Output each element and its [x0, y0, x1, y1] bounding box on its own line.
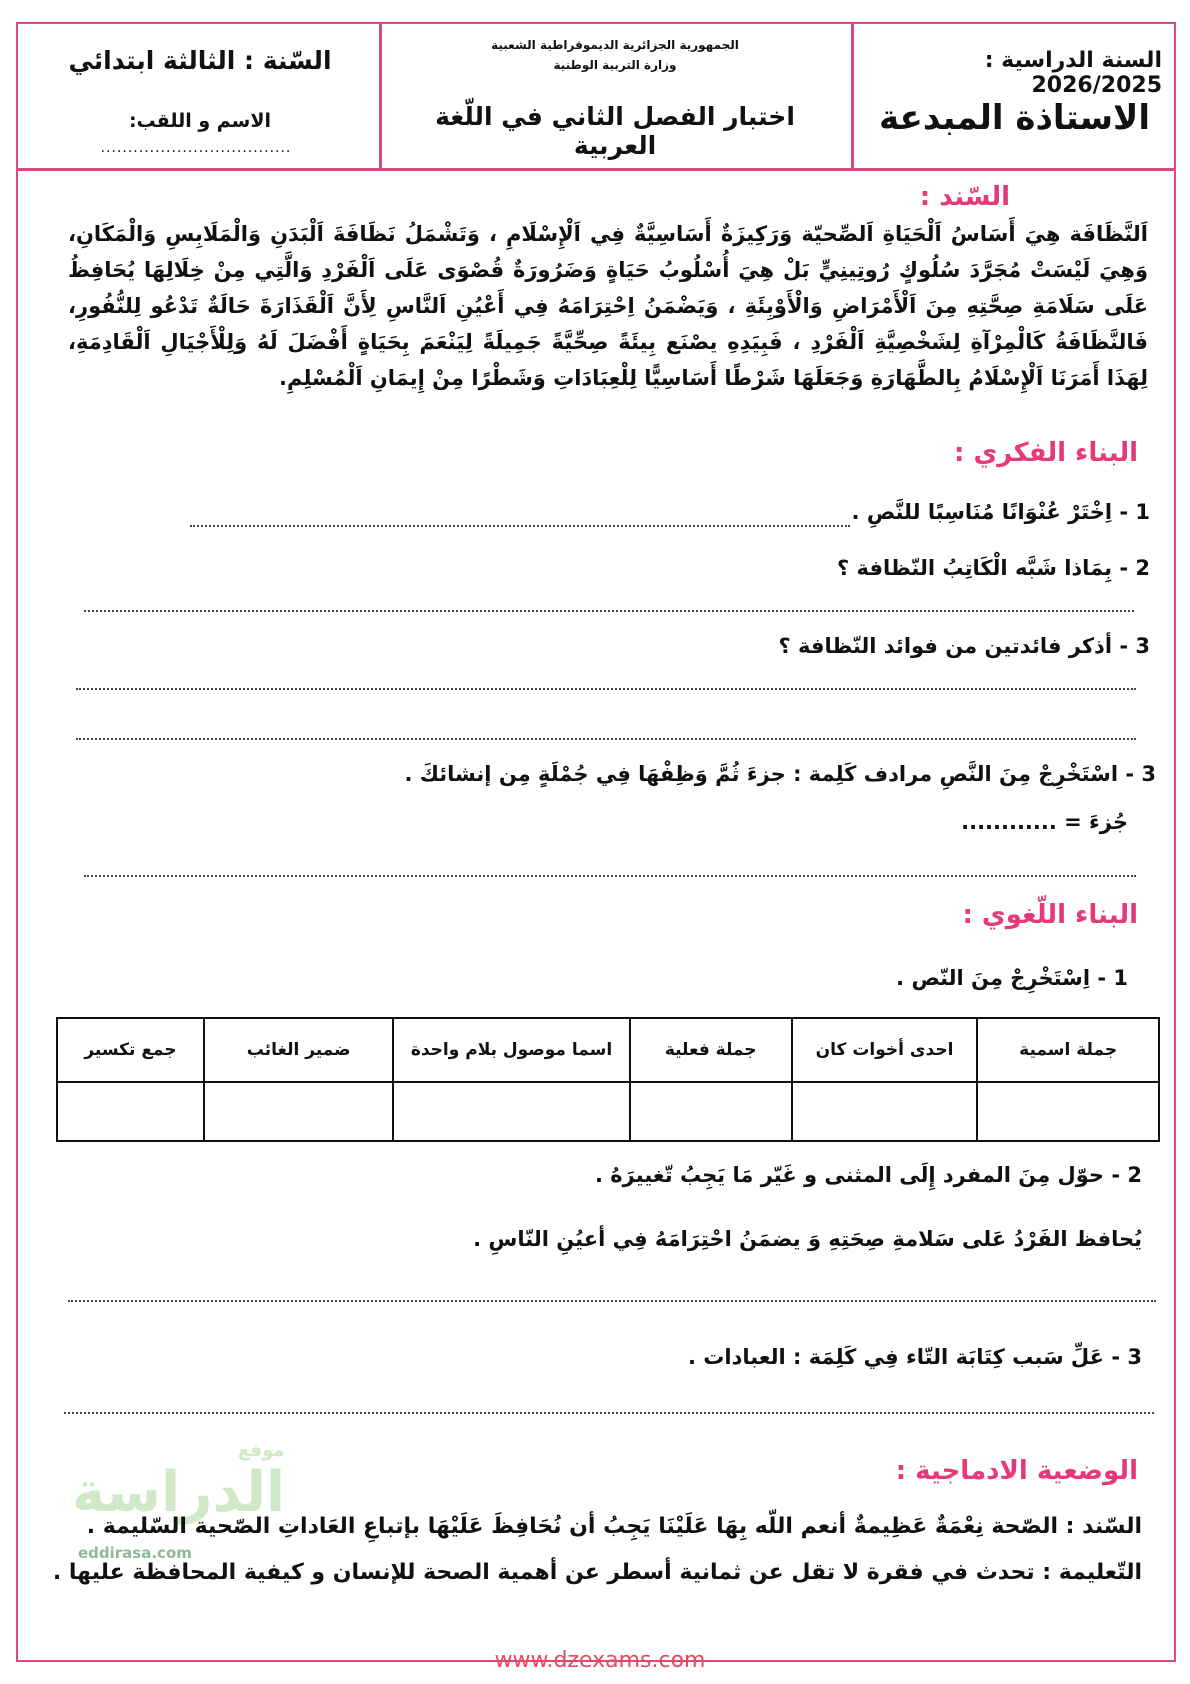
table-answer-cell[interactable] — [204, 1082, 393, 1141]
sanad-text: اَلنَّظَافَة هِيَ أَسَاسُ اَلْحَيَاةِ اَلصِّحيّة وَرَكِيزَةٌ أَسَاسِيَّةٌ فِي اَلْإِسْلَامِ ، وَتَشْمَلُ نَظَافَةَ اَلْبَدَنِ وَالْمَلَابِسِ وَالْمَكَانِ، وَهِيَ لَيْسَتْ مُجَرَّدَ سُلُوكٍ رُوتِينِيٍّ بَلْ هِيَ أُسْلُوبُ حَيَاةٍ وَضَرُورَةٌ قُصْوَى عَلَى اَلْفَرْدِ وَالَّتِي مِنْ خِلَالِهَا يُحَافِظُ عَلَى سَلَامَةِ صِحَّتِهِ مِنَ اَلْأَمْرَاضِ وَالْأَوْبِئَةِ ، وَيَضْمَنُ اِحْتِرَامَهُ فِي أَعْيُنِ اَلنَّاسِ لِأَنَّ اَلْقَذَارَةَ حَالَةٌ تَدْعُو لِلنُّفُورِ، فَالنَّظَافَةُ كَالْمِرْآةِ لِشَخْصِيَّةِ اَلْفَرْدِ ، فَبِيَدِهِ يصْنَع بِيئَةً صِحِّيَّةً جَمِيلَةً لِيَنْعَمَ بِحَيَاةٍ أَفْضَلَ لَهُ وَلِلْأَجْيَالِ اَلْقَادِمَةِ، لِهَذَا أَمَرَنَا اَلْإِسْلَامُ بِالطَّهَارَةِ وَجَعَلَهَا شَرْطًا أَسَاسِيًّا لِلْعِبَادَاتِ وَشَطْرًا مِنْ إِيمَانِ اَلْمُسْلِمِ. — [68, 222, 1148, 390]
lughawi-q2-answer-line[interactable] — [68, 1300, 1156, 1302]
lughawi-title: البناء اللّغوي : — [962, 900, 1138, 930]
lughawi-q3-answer-line[interactable] — [64, 1412, 1154, 1414]
header-divider-right — [851, 24, 854, 169]
fikri-q4: 3 - اسْتَخْرِجْ مِنَ النَّصِ مرادف كَلِمة : جزءَ ثُمَّ وَظِفْهَا فِي جُمْلَةٍ مِن إنشائكَ . — [404, 762, 1156, 786]
table-header-cell: جملة اسمية — [977, 1018, 1159, 1082]
republic-line: الجمهورية الجزائرية الديموقراطية الشعبية — [491, 38, 739, 52]
table-header-cell: ضمير الغائب — [204, 1018, 393, 1082]
lughawi-q2: 2 - حوّل مِنَ المفرد إِلَى المثنى و غَيّر مَا يَجِبُ تّغييرَهُ . — [595, 1163, 1142, 1187]
table-answer-cell[interactable] — [630, 1082, 792, 1141]
fikri-q3-answer-line-2[interactable] — [76, 738, 1136, 740]
table-answer-cell[interactable] — [393, 1082, 629, 1141]
table-header-cell: جمع تكسير — [57, 1018, 204, 1082]
table-answer-cell[interactable] — [977, 1082, 1159, 1141]
header-bottom-rule — [16, 168, 1176, 171]
ministry-line: وزارة التربية الوطنية — [553, 58, 677, 72]
fikri-title: البناء الفكري : — [954, 438, 1138, 468]
name-label: الاسم و اللقب: — [128, 110, 272, 132]
fikri-q4-answer-line[interactable] — [84, 875, 1136, 877]
fikri-q3: 3 - أذكر فائدتين من فوائد النّظافة ؟ — [778, 634, 1150, 658]
table-header-row — [57, 1018, 1159, 1082]
integration-sanad: السّند : الصّحة نِعْمَةٌ عَظِيمةٌ أنعم اللّه بِهَا عَلَيْنَا يَجِبُ أن نُحَافِظَ عَلَيْهَا بإتباعِ العَاداتِ الصّحية السّليمة . — [86, 1514, 1142, 1539]
fikri-q3-answer-line-1[interactable] — [76, 688, 1136, 690]
lughawi-q3: 3 - عَلِّ سَبب كِتَابَة التّاء فِي كَلِمَة : العبادات . — [687, 1345, 1142, 1369]
table-header-cell: جملة فعلية — [630, 1018, 792, 1082]
lughawi-q1: 1 - اِسْتَخْرِجْ مِنَ النّص . — [896, 966, 1128, 990]
exam-title: اختبار الفصل الثاني في اللّغة العربية — [435, 102, 795, 160]
fikri-q1-answer-line[interactable] — [190, 525, 850, 527]
watermark-small: موقع — [238, 1440, 285, 1461]
table-answer-row — [57, 1082, 1159, 1141]
integration-title: الوضعية الادماجية : — [895, 1456, 1138, 1486]
table-answer-cell[interactable] — [57, 1082, 204, 1141]
table-header-cell: احدى أخوات كان — [792, 1018, 978, 1082]
watermark-url: eddirasa.com — [78, 1544, 192, 1562]
lughawi-q2-sentence: يُحافظ الفَرْدُ عَلى سَلامةِ صِحَتِهِ وَ يضمَنُ احْتِرَامَهُ فِي أعيُنِ النّاسِ . — [473, 1227, 1142, 1251]
school-year: السنة الدراسية : 2026/2025 — [984, 48, 1162, 98]
fikri-q4-answer: جُزءَ = ............ — [961, 810, 1128, 834]
name-field[interactable]: ................................... — [100, 140, 292, 156]
footer-site[interactable]: www.dzexams.com — [494, 1648, 706, 1673]
integration-instruction: التّعليمة : تحدث في فقرة لا تقل عن ثمانية أسطر عن أهمية الصحة للإنسان و كيفية المحافظة عليها . — [52, 1560, 1142, 1585]
fikri-q2: 2 - بِمَاذا شَبَّه الْكَاتِبُ النّظافة ؟ — [837, 556, 1150, 580]
table-header-cell: اسما موصول بلام واحدة — [393, 1018, 629, 1082]
extraction-table — [56, 1017, 1160, 1142]
fikri-q2-answer-line[interactable] — [84, 610, 1134, 612]
header-divider-left — [379, 24, 382, 169]
grade-label: السّنة : الثالثة ابتدائي — [68, 46, 332, 75]
table-answer-cell[interactable] — [792, 1082, 978, 1141]
watermark-brand: الدراسة — [72, 1460, 286, 1525]
teacher-name: الاستاذة المبدعة — [879, 98, 1150, 138]
sanad-title: السّند : — [919, 182, 1010, 212]
fikri-q1: 1 - اِخْتَرْ عُنْوَانًا مُنَاسِبًا للنَّصِ . — [851, 500, 1150, 524]
